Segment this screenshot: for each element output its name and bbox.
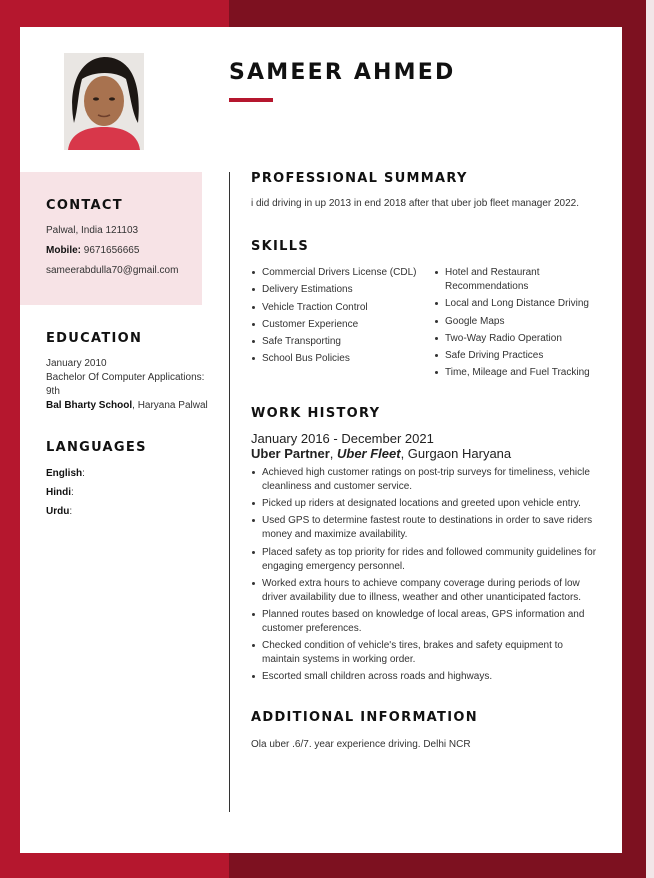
skill-item: Commercial Drivers License (CDL) bbox=[251, 266, 427, 280]
language-name: English bbox=[46, 468, 83, 479]
education-date: January 2010 bbox=[46, 358, 107, 369]
column-divider bbox=[229, 172, 230, 812]
job-duties-list bbox=[251, 466, 603, 688]
language-item bbox=[46, 505, 72, 519]
skills-list-right bbox=[434, 266, 602, 384]
education-school bbox=[46, 399, 208, 413]
avatar-icon bbox=[64, 53, 144, 150]
job-duty: Used GPS to determine fastest route to destinations in order to save riders money and maximize availability. bbox=[251, 514, 603, 542]
name-underline bbox=[229, 98, 273, 102]
work-heading: WORK HISTORY bbox=[251, 406, 381, 421]
contact-heading: CONTACT bbox=[46, 198, 123, 213]
skill-item: Safe Transporting bbox=[251, 335, 427, 349]
skill-item: School Bus Policies bbox=[251, 352, 427, 366]
skills-heading: SKILLS bbox=[251, 239, 310, 254]
education-degree: Bachelor Of Computer Applications: bbox=[46, 372, 205, 383]
job-role: Uber Partner bbox=[251, 446, 330, 461]
job-duty: Escorted small children across roads and highways. bbox=[251, 670, 603, 684]
job-duty: Picked up riders at designated locations and greeted upon vehicle entry. bbox=[251, 497, 603, 511]
contact-email: sameerabdulla70@gmail.com bbox=[46, 265, 179, 276]
mobile-label: Mobile: bbox=[46, 245, 81, 256]
skill-item: Customer Experience bbox=[251, 318, 427, 332]
skill-item: Time, Mileage and Fuel Tracking bbox=[434, 366, 602, 380]
job-company: Uber Fleet bbox=[336, 446, 401, 461]
job-duty: Achieved high customer ratings on post-trip surveys for timeliness, vehicle cleanliness and customer service. bbox=[251, 466, 603, 494]
additional-text: Ola uber .6/7. year experience driving. Delhi NCR bbox=[251, 739, 471, 750]
job-separator: , bbox=[329, 446, 337, 461]
job-duty: Worked extra hours to achieve company coverage during periods of low driver availability due to illness, weather and other unanticipated factors. bbox=[251, 577, 603, 605]
profile-photo bbox=[64, 53, 144, 150]
skill-item: Local and Long Distance Driving bbox=[434, 297, 602, 311]
school-location: , Haryana Palwal bbox=[132, 400, 208, 411]
skills-list-left bbox=[251, 266, 427, 370]
background-edge bbox=[646, 0, 654, 878]
language-name: Hindi bbox=[46, 487, 71, 498]
language-suffix: : bbox=[82, 468, 85, 479]
contact-mobile bbox=[46, 244, 139, 258]
job-title bbox=[251, 446, 511, 461]
skill-item: Hotel and Restaurant Recommendations bbox=[434, 266, 554, 294]
job-dates: January 2016 - December 2021 bbox=[251, 431, 434, 446]
additional-heading: ADDITIONAL INFORMATION bbox=[251, 710, 478, 725]
job-duty: Planned routes based on knowledge of local areas, GPS information and customer preferences. bbox=[251, 608, 603, 636]
skill-item: Delivery Estimations bbox=[251, 283, 427, 297]
languages-heading: LANGUAGES bbox=[46, 440, 147, 455]
language-item bbox=[46, 467, 85, 481]
language-item bbox=[46, 486, 74, 500]
language-suffix: : bbox=[71, 487, 74, 498]
language-name: Urdu bbox=[46, 506, 70, 517]
skill-item: Google Maps bbox=[434, 315, 602, 329]
language-suffix: : bbox=[69, 506, 73, 517]
school-name: Bal Bharty School bbox=[46, 400, 133, 411]
job-separator: , bbox=[400, 446, 408, 461]
job-duty: Placed safety as top priority for rides and followed community guidelines for engaging emergency personnel. bbox=[251, 546, 603, 574]
mobile-value: 9671656665 bbox=[83, 245, 140, 256]
skill-item: Vehicle Traction Control bbox=[251, 301, 427, 315]
skill-item: Two-Way Radio Operation bbox=[434, 332, 602, 346]
candidate-name: SAMEER AHMED bbox=[229, 60, 456, 85]
job-location: Gurgaon Haryana bbox=[407, 446, 512, 461]
contact-section bbox=[20, 172, 202, 305]
contact-location: Palwal, India 121103 bbox=[46, 225, 139, 236]
education-heading: EDUCATION bbox=[46, 331, 143, 346]
summary-text: i did driving in up 2013 in end 2018 after that uber job fleet manager 2022. bbox=[251, 198, 580, 209]
education-degree-level: 9th bbox=[46, 386, 60, 397]
summary-heading: PROFESSIONAL SUMMARY bbox=[251, 171, 468, 186]
resume-page bbox=[20, 27, 622, 853]
skill-item: Safe Driving Practices bbox=[434, 349, 602, 363]
job-duty: Checked condition of vehicle's tires, brakes and safety equipment to maintain systems in working order. bbox=[251, 639, 603, 667]
